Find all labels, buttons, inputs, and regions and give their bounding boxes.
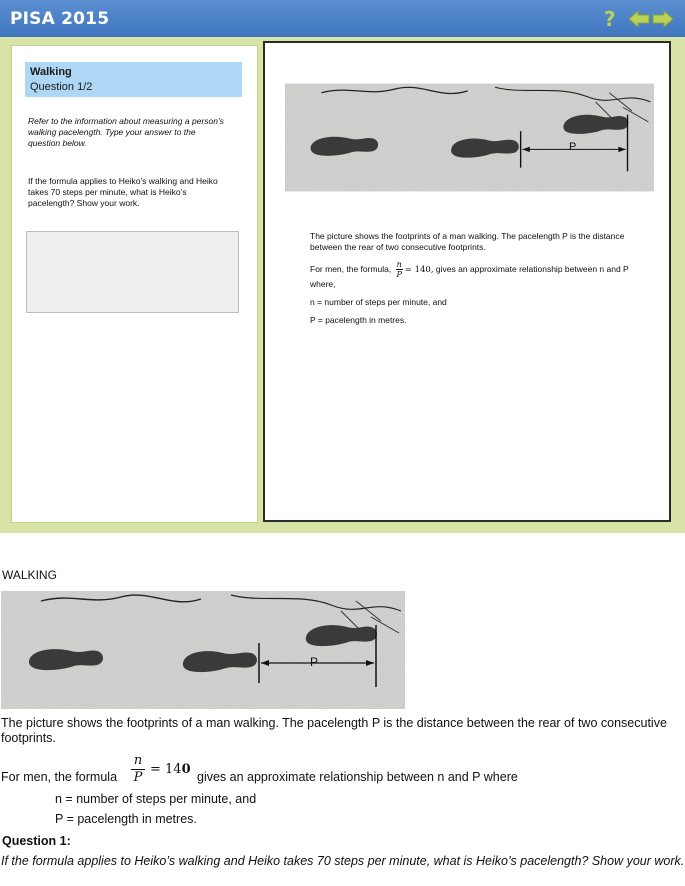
footprints-image-paper [1, 591, 405, 709]
definition-p: P = pacelength in metres. [310, 315, 407, 325]
formula-suffix: gives an approximate relationship between n and P where, [310, 263, 629, 289]
question-title: Walking [30, 66, 72, 78]
help-icon[interactable]: ? [604, 7, 616, 31]
paper-formula-numerator: n [131, 753, 145, 770]
paper-question-heading: Question 1: [2, 834, 71, 848]
app-title: PISA 2015 [10, 9, 110, 29]
stimulus-text [310, 231, 640, 333]
formula-denominator: P [396, 270, 402, 279]
top-bar [0, 0, 685, 38]
answer-textarea[interactable] [26, 231, 239, 313]
question-header [25, 62, 242, 97]
formula-prefix: For men, the formula, [310, 263, 392, 274]
definition-n: n = number of steps per minute, and [310, 297, 447, 307]
paper-description: The picture shows the footprints of a man walking. The pacelength P is the distance between the rear of two consecutive footprints. [1, 716, 667, 745]
arrow-left-icon[interactable] [628, 9, 650, 29]
pacelength-label: P [569, 141, 577, 153]
question-number: Question 1/2 [30, 81, 93, 93]
question-text: If the formula applies to Heiko’s walking and Heiko takes 70 steps per minute, what is Heiko’s pacelength? Show your work. [28, 176, 218, 208]
formula-rhs: = 140, [404, 264, 434, 275]
paper-formula-eq: = 14 [150, 762, 182, 777]
question-instructions: Refer to the information about measuring a person’s walking pacelength. Type your answer to the question below. [28, 116, 224, 148]
arrow-right-icon[interactable] [652, 9, 674, 29]
footprints-photo [285, 81, 654, 194]
footprints-image [285, 81, 654, 194]
content-frame [0, 37, 685, 533]
stimulus-panel [263, 41, 671, 522]
paper-formula-prefix: For men, the formula [1, 770, 118, 784]
formula-fraction [396, 260, 403, 279]
question-panel [11, 45, 258, 523]
paper-formula-suffix: gives an approximate relationship between n and P where [197, 770, 518, 784]
formula-numerator: n [396, 260, 402, 269]
paper-heading: WALKING [2, 568, 57, 582]
paper-question-text: If the formula applies to Heiko’s walking and Heiko takes 70 steps per minute, what is Heiko’s pacelength? Show your work. [1, 854, 685, 868]
paper-formula-last-digit: 0 [181, 762, 191, 777]
formula-paragraph [310, 260, 640, 290]
footprints-photo-paper [1, 591, 405, 709]
paper-formula-rhs [150, 762, 191, 777]
paper-formula-line [1, 753, 683, 785]
paper-definition-n: n = number of steps per minute, and [55, 792, 257, 806]
stimulus-paragraph: The picture shows the footprints of a man walking. The pacelength P is the distance between the rear of two consecutive footprints. [310, 231, 625, 252]
paper-definition-p: P = pacelength in metres. [55, 812, 197, 826]
pacelength-label-paper: P [310, 655, 319, 669]
paper-formula-denominator: P [133, 770, 143, 785]
paper-formula-fraction [131, 753, 145, 785]
